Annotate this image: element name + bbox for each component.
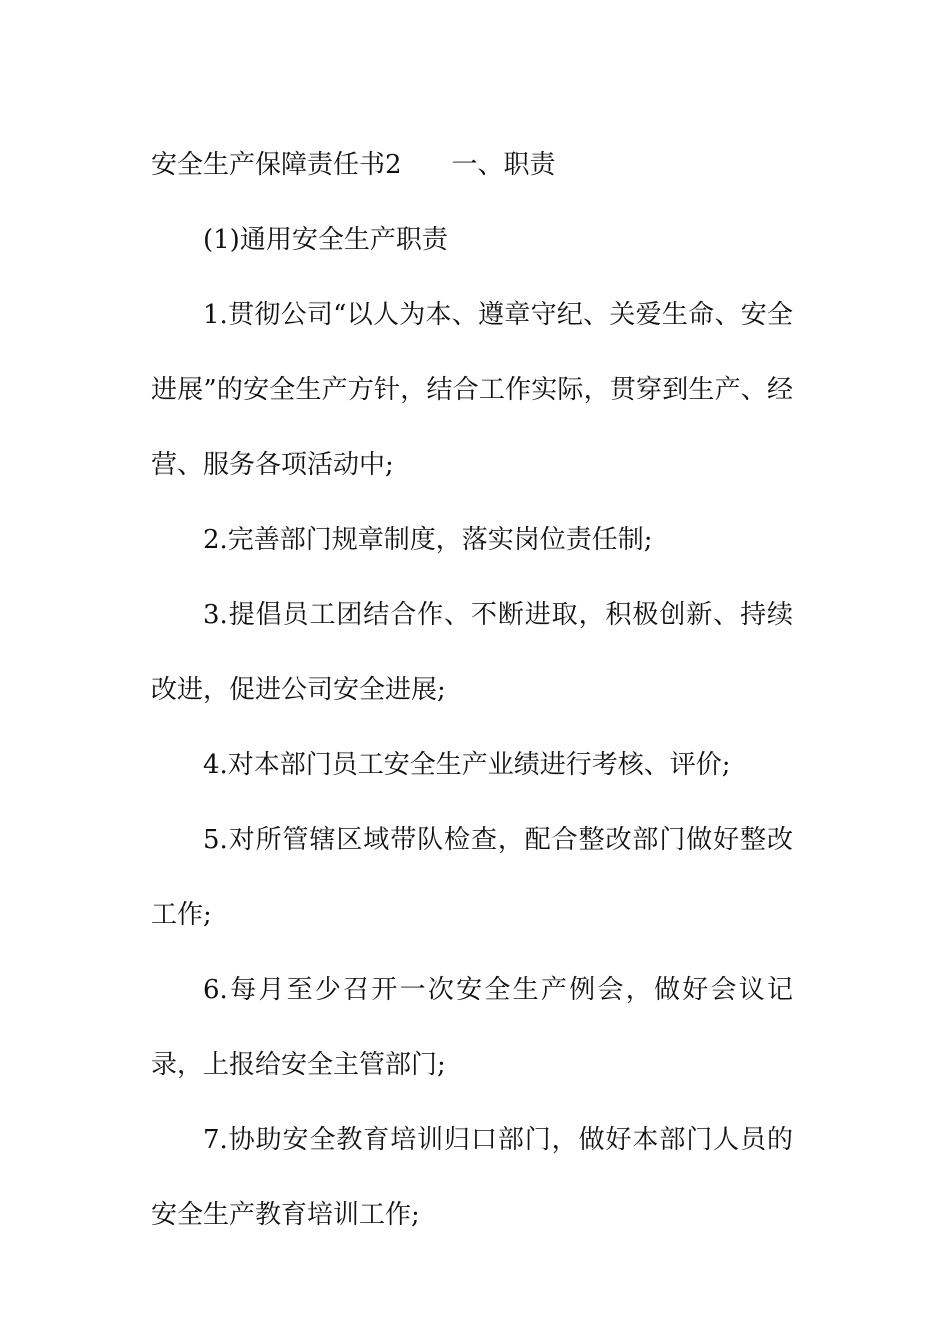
duty-item-5: 5.对所管辖区域带队检查，配合整改部门做好整改工作; bbox=[151, 825, 793, 930]
duty-item-7: 7.协助安全教育培训归口部门，做好本部门人员的安全生产教育培训工作; bbox=[151, 1125, 793, 1230]
document-title: 安全生产保障责任书2 bbox=[151, 150, 402, 180]
duty-item-6: 6.每月至少召开一次安全生产例会，做好会议记录，上报给安全主管部门; bbox=[151, 975, 793, 1080]
document-body bbox=[151, 128, 793, 1253]
duty-item-3: 3.提倡员工团结合作、不断进取，积极创新、持续改进，促进公司安全进展; bbox=[151, 600, 793, 705]
subsection-heading: (1)通用安全生产职责 bbox=[203, 225, 448, 255]
section-heading: 一、职责 bbox=[451, 150, 556, 180]
duty-item-4: 4.对本部门员工安全生产业绩进行考核、评价; bbox=[203, 750, 731, 780]
duty-item-1: 1.贯彻公司“以人为本、遵章守纪、关爱生命、安全进展”的安全生产方针，结合工作实际，贯穿到生产、经营、服务各项活动中; bbox=[151, 300, 793, 480]
title-line bbox=[151, 128, 793, 203]
duty-item-2: 2.完善部门规章制度，落实岗位责任制; bbox=[203, 525, 653, 555]
